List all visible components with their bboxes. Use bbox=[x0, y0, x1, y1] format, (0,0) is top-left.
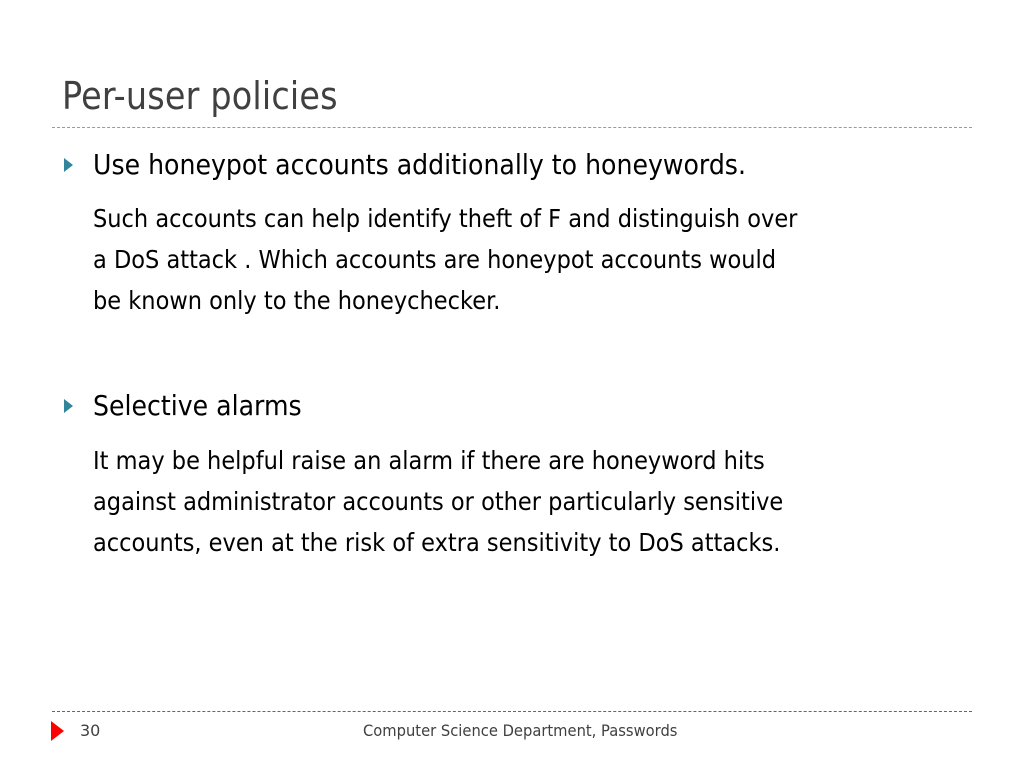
title-divider bbox=[52, 127, 972, 128]
footer-arrow-icon bbox=[51, 721, 64, 741]
bullet-body bbox=[93, 440, 957, 563]
footer-divider bbox=[52, 711, 972, 712]
body-line: Such accounts can help identify theft of F and distinguish over bbox=[93, 204, 798, 233]
triangle-bullet-icon bbox=[64, 399, 73, 413]
body-line: a DoS attack . Which accounts are honeypot accounts would bbox=[93, 245, 777, 274]
triangle-bullet-icon bbox=[64, 158, 73, 172]
bullet-heading: Use honeypot accounts additionally to honeywords. bbox=[93, 148, 746, 181]
body-line: It may be helpful raise an alarm if there are honeyword hits bbox=[93, 446, 765, 475]
body-line: be known only to the honeychecker. bbox=[93, 286, 501, 315]
bullet-body bbox=[93, 198, 957, 321]
slide-title: Per-user policies bbox=[62, 74, 338, 118]
body-line: accounts, even at the risk of extra sensitivity to DoS attacks. bbox=[93, 528, 781, 557]
slide-number: 30 bbox=[80, 721, 101, 740]
body-line: against administrator accounts or other particularly sensitive bbox=[93, 487, 784, 516]
bullet-heading: Selective alarms bbox=[93, 389, 302, 422]
footer-text: Computer Science Department, Passwords bbox=[363, 721, 678, 740]
